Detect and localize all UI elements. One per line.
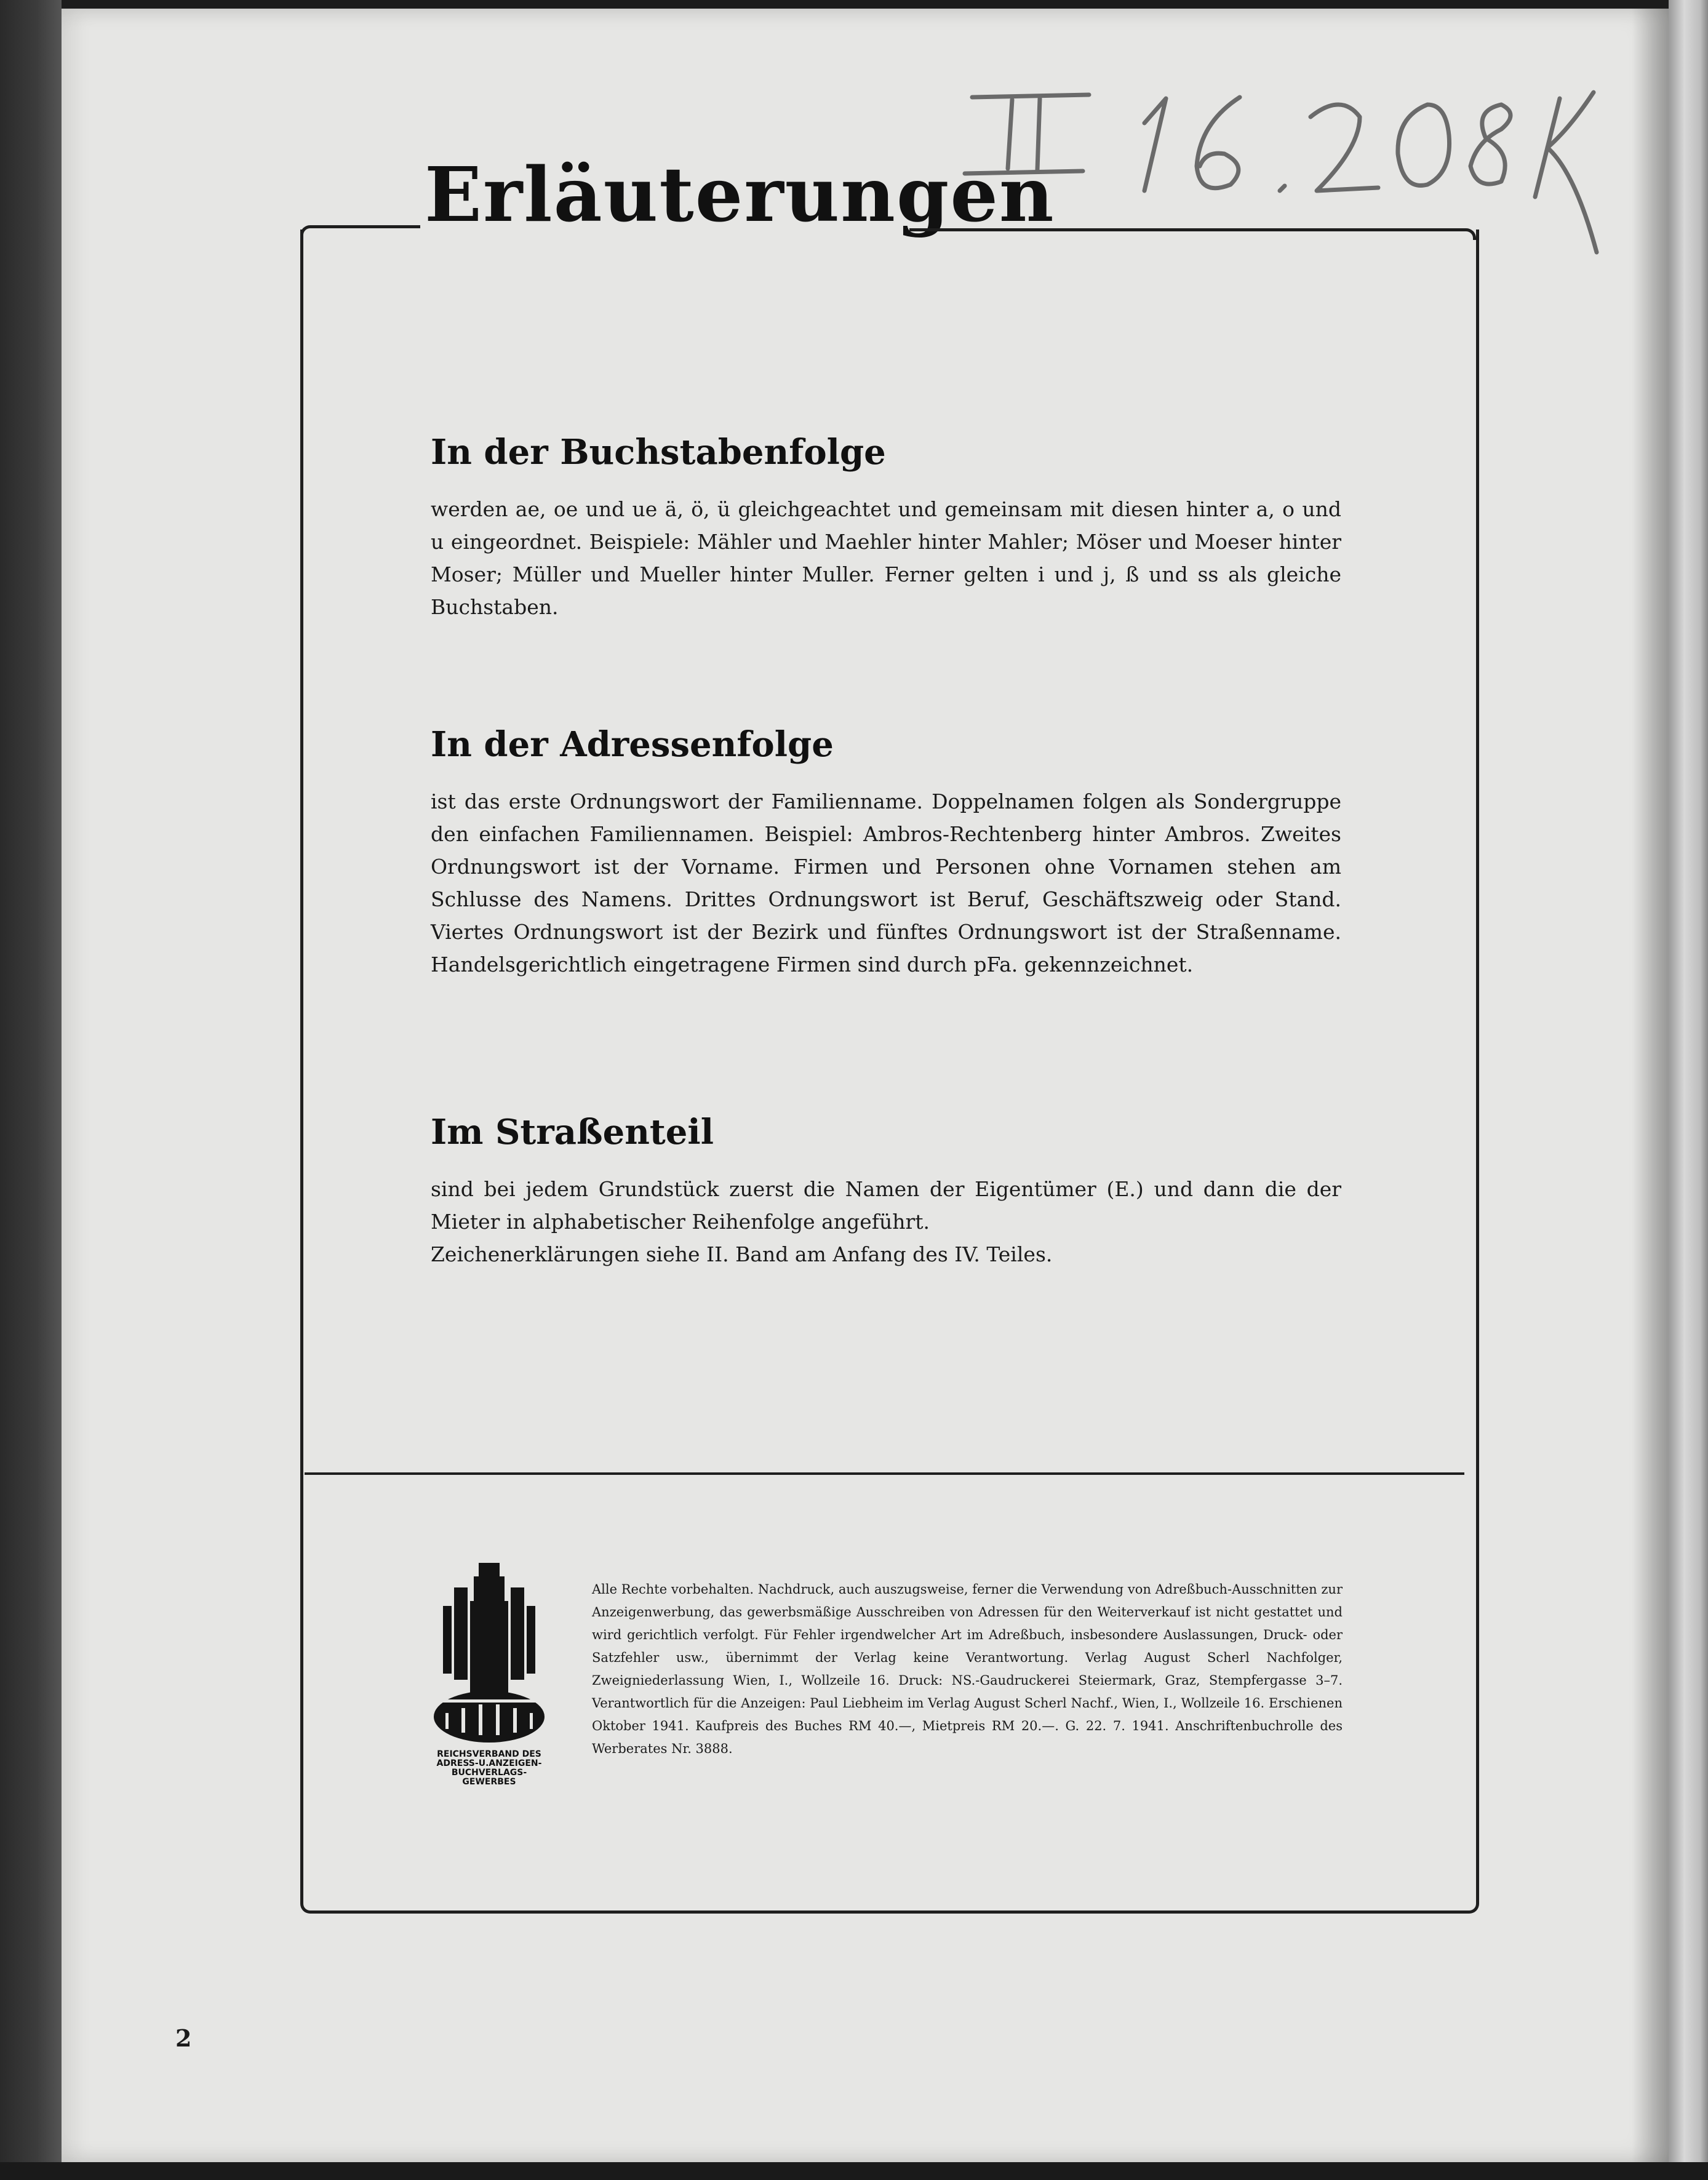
section-paragraph: werden ae, oe und ue ä, ö, ü gleichgeachtet und gemeinsam mit diesen hinter a, o und u eingeordnet. Beispiele: Mähler und Maehler hinter Mahler; Möser und Moeser hinter Moser; Müller und Mueller hinter Muller. Ferner gelten i und j, ß und ss als gleiche Buchstaben. [431,497,1341,619]
logo-caption: REICHSVERBAND DES ADRESS-U.ANZEIGEN- BUCHVERLAGS- GEWERBES [436,1749,542,1787]
frame-divider [305,1472,1464,1475]
scan-border-bottom [0,2162,1708,2180]
page-title: Erläuterungen [425,150,1055,239]
eagle-emblem-icon [431,1563,548,1747]
section-paragraph: ist das erste Ordnungswort der Familienname. Doppelnamen folgen als Sondergruppe den einfachen Familiennamen. Beispiel: Ambros-Rechtenberg hinter Ambros. Zweites Ordnungswort ist der Vorname. Firmen und Personen ohne Vornamen stehen am Schlusse des Namens. Drittes Ordnungswort ist Beruf, Geschäftszweig oder Stand. Viertes Ordnungswort ist der Bezirk und fünftes Ordnungswort ist der Straßenname. Handelsgerichtlich eingetragene Firmen sind durch pFa. gekennzeichnet. [431,789,1341,976]
book-cover-edge-left [0,0,62,2180]
publisher-association-logo [431,1563,548,1797]
book-cover-edge-right [1669,0,1708,2180]
page-number: 2 [175,2024,192,2052]
section-paragraph: sind bei jedem Grundstück zuerst die Namen der Eigentümer (E.) und dann die der Mieter in alphabetischer Reihenfolge angeführt. [431,1176,1341,1234]
section-adressenfolge [431,726,1341,981]
section-heading: In der Buchstabenfolge [431,432,886,473]
section-strassenteil [431,1114,1341,1271]
section-buchstabenfolge [431,434,1341,623]
section-paragraph: Zeichenerklärungen siehe II. Band am Anfang des IV. Teiles. [431,1242,1053,1266]
page-gutter-shadow [1632,9,1669,2162]
section-heading: Im Straßenteil [431,1112,714,1152]
section-heading: In der Adressenfolge [431,724,834,765]
imprint-notice: Alle Rechte vorbehalten. Nachdruck, auch auszugsweise, ferner die Verwendung von Adreßbuch-Ausschnitten zur Anzeigenwerbung, das gewerbsmäßige Ausschreiben von Adressen für den Weiterverkauf ist nicht gestattet und wird gerichtlich verfolgt. Für Fehler irgendwelcher Art im Adreßbuch, insbesondere Auslassungen, Druck- oder Satzfehler usw., übernimmt der Verlag keine Verantwortung. Verlag August Scherl Nachfolger, Zweigniederlassung Wien, I., Wollzeile 16. Druck: NS.-Gaudruckerei Steiermark, Graz, Stempfergasse 3–7. Verantwortlich für die Anzeigen: Paul Liebheim im Verlag August Scherl Nachf., Wien, I., Wollzeile 16. Erschienen Oktober 1941. Kaufpreis des Buches RM 40.—, Mietpreis RM 20.—. G. 22. 7. 1941. Anschriftenbuchrolle des Werberates Nr. 3888. [592,1582,1343,1756]
